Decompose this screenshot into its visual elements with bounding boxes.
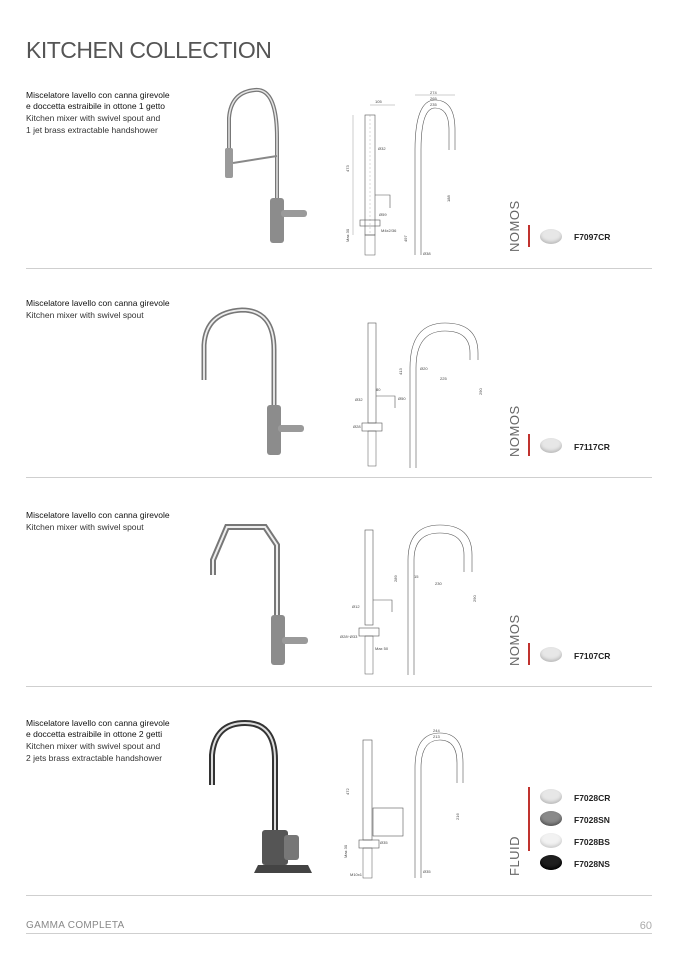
footer-divider [26, 933, 652, 934]
brand-label: NOMOS [507, 614, 522, 666]
page-number: 60 [639, 920, 652, 932]
description-italian: Miscelatore lavello con canna girevole [26, 90, 170, 100]
product-photo-faucet [215, 78, 315, 248]
dimension-label: 497 [403, 235, 408, 242]
description-italian: e doccetta estraibile in ottone 2 getti [26, 729, 163, 739]
dimension-label: 213 [433, 734, 440, 739]
technical-drawing [340, 520, 480, 680]
product-code: F7117CR [574, 442, 610, 452]
page-title: KITCHEN COLLECTION [26, 37, 272, 64]
dimension-label: 15 [414, 574, 419, 579]
dimension-label: 225 [440, 376, 447, 381]
description-english: 2 jets brass extractable handshower [26, 753, 163, 763]
product-code: F7028NS [574, 859, 610, 869]
finish-swatch-chrome [540, 647, 562, 662]
product-description [26, 510, 196, 533]
description-italian: Miscelatore lavello con canna girevole [26, 718, 170, 728]
product-description [26, 718, 196, 764]
section-divider [26, 477, 652, 478]
dimension-label: Ø32 [355, 397, 363, 402]
dimension-label: Ø20 [420, 366, 428, 371]
dimension-label: 188 [446, 195, 451, 202]
dimension-label: Ø28÷Ø33 [340, 634, 358, 639]
product-code: F7028SN [574, 815, 610, 825]
dimension-label: 216 [455, 813, 460, 820]
technical-drawing [350, 318, 485, 473]
finish-swatch-brushed-nickel [540, 811, 562, 826]
description-english: Kitchen mixer with swivel spout [26, 522, 144, 532]
description-english: Kitchen mixer with swivel spout and [26, 741, 161, 751]
dimension-label: M10x1 [350, 872, 363, 877]
brand-accent-bar [528, 643, 530, 665]
dimension-label: 472 [345, 788, 350, 795]
dimension-label: Ø35 [380, 840, 388, 845]
dimension-label: 290 [478, 388, 483, 395]
dimension-label: Max 50 [375, 646, 389, 651]
product-photo-faucet [200, 715, 320, 875]
finish-swatch-chrome [540, 789, 562, 804]
description-italian: Miscelatore lavello con canna girevole [26, 510, 170, 520]
product-code: F7107CR [574, 651, 611, 661]
dimension-label: 473 [345, 165, 350, 172]
product-photo-faucet [205, 515, 315, 670]
technical-drawing [345, 90, 455, 260]
brand-label: NOMOS [507, 405, 522, 457]
description-english: Kitchen mixer with swivel spout and [26, 113, 161, 123]
dimension-label: 80 [376, 387, 381, 392]
dimension-label: Ø59 [379, 212, 387, 217]
product-photo-faucet [192, 300, 312, 460]
product-description [26, 90, 196, 136]
brand-accent-bar [528, 787, 530, 851]
description-italian: Miscelatore lavello con canna girevole [26, 298, 170, 308]
section-divider [26, 895, 652, 896]
dimension-label: M4x2/36 [381, 228, 397, 233]
dimension-label: 230 [435, 581, 442, 586]
dimension-label: 244 [433, 728, 440, 733]
brand-accent-bar [528, 225, 530, 247]
technical-drawing [345, 728, 465, 888]
dimension-label: 274 [430, 90, 437, 95]
brand-label: NOMOS [507, 200, 522, 252]
finish-swatch-black [540, 855, 562, 870]
dimension-label: Ø28 [353, 424, 361, 429]
description-english: 1 jet brass extractable handshower [26, 125, 158, 135]
dimension-label: Max 30 [345, 228, 350, 242]
brand-accent-bar [528, 434, 530, 456]
dimension-label: 290 [472, 595, 477, 602]
finish-swatch-chrome [540, 438, 562, 453]
dimension-label: 413 [398, 368, 403, 375]
product-code: F7097CR [574, 232, 611, 242]
description-italian: e doccetta estraibile in ottone 1 getto [26, 101, 165, 111]
finish-swatch-white [540, 833, 562, 848]
brand-label: FLUID [507, 835, 522, 876]
section-divider [26, 268, 652, 269]
dimension-label: 265 [430, 96, 437, 101]
footer-label: GAMMA COMPLETA [26, 920, 125, 931]
dimension-label: 235 [430, 102, 437, 107]
dimension-label: 105 [375, 99, 382, 104]
dimension-label: Ø38 [423, 251, 431, 256]
finish-swatch-chrome [540, 229, 562, 244]
description-english: Kitchen mixer with swivel spout [26, 310, 144, 320]
product-code: F7028BS [574, 837, 610, 847]
dimension-label: Ø35 [423, 869, 431, 874]
product-description [26, 298, 196, 321]
dimension-label: 289 [393, 575, 398, 582]
dimension-label: Max 30 [343, 844, 348, 858]
dimension-label: Ø32 [378, 146, 386, 151]
section-divider [26, 686, 652, 687]
product-code: F7028CR [574, 793, 611, 803]
dimension-label: Ø12 [352, 604, 360, 609]
dimension-label: Ø50 [398, 396, 406, 401]
